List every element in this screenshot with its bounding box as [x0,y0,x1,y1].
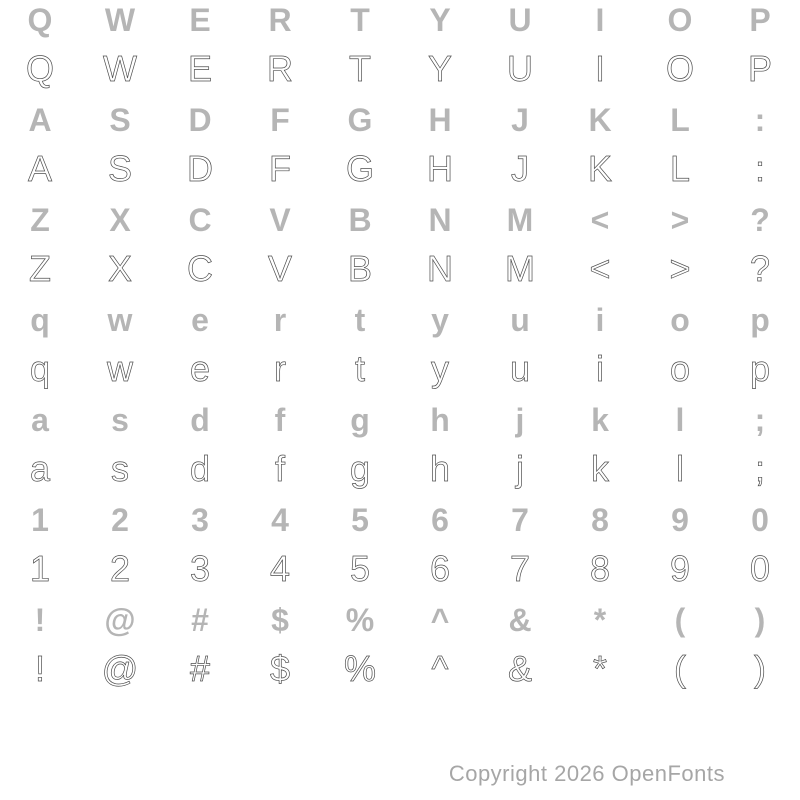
glyph: o [669,348,691,389]
glyph: F [270,102,290,138]
glyph: S [109,102,131,138]
glyph: ( [674,648,686,689]
glyph: t [354,348,365,389]
glyph: R [267,48,293,89]
glyph: d [189,448,211,489]
glyph: K [587,148,612,189]
glyph: E [189,2,211,38]
glyph: H [427,148,453,189]
glyph: S [107,148,132,189]
glyph: Q [25,48,54,89]
glyph: ^ [430,602,450,638]
glyph: 4 [271,502,289,538]
glyph: i [595,302,605,338]
row-uppercase-zxcv-reference [0,200,800,250]
glyph: w [107,302,133,338]
glyph: N [427,248,453,289]
glyph: ? [749,248,771,289]
glyph: l [675,402,685,438]
row-digits-reference [0,500,800,550]
glyph: 9 [671,502,689,538]
glyph: P [747,48,772,89]
glyph: f [274,402,286,438]
glyph: 9 [669,548,691,589]
glyph: u [509,348,531,389]
glyph: C [187,248,213,289]
glyph: L [669,148,691,189]
glyph: g [350,402,370,438]
glyph: W [103,48,137,89]
glyph: d [190,402,210,438]
glyph: 6 [429,548,451,589]
row-uppercase-asdf-reference [0,100,800,150]
row-lowercase-qwerty-preview [0,350,800,400]
row-symbols-reference [0,600,800,650]
row-uppercase-qwerty-reference [0,0,800,50]
glyph: O [665,48,694,89]
glyph: o [670,302,690,338]
glyph: D [188,102,212,138]
glyph: U [508,2,532,38]
glyph: ) [754,648,766,689]
glyph: 1 [29,548,51,589]
glyph: * [593,602,607,638]
glyph: < [589,248,611,289]
glyph: s [111,402,129,438]
glyph: M [505,248,535,289]
glyph: J [511,148,529,189]
glyph: 6 [431,502,449,538]
row-symbols-preview [0,650,800,700]
glyph: 2 [109,548,131,589]
row-lowercase-asdf-preview [0,450,800,500]
glyph: 8 [589,548,611,589]
glyph: : [754,148,765,189]
glyph: 3 [191,502,209,538]
copyright-text: Copyright 2026 OpenFonts [448,761,725,786]
glyph: y [431,302,449,338]
row-uppercase-qwerty-preview [0,50,800,100]
glyph: ! [34,648,45,689]
glyph: Y [427,48,452,89]
glyph: 3 [189,548,211,589]
glyph: q [30,302,50,338]
glyph: K [588,102,612,138]
row-digits-preview [0,550,800,600]
glyph: V [267,248,292,289]
glyph: 1 [31,502,49,538]
glyph: e [189,348,211,389]
row-lowercase-qwerty-reference [0,300,800,350]
glyph: a [31,402,49,438]
glyph: # [189,648,211,689]
glyph: l [676,448,684,489]
row-uppercase-asdf-preview [0,150,800,200]
glyph: & [507,648,532,689]
glyph: g [349,448,371,489]
glyph: V [269,202,291,238]
glyph: Y [429,2,451,38]
row-uppercase-zxcv-preview [0,250,800,300]
glyph: $ [271,602,289,638]
glyph: k [591,402,609,438]
glyph: h [429,448,451,489]
glyph: # [191,602,209,638]
glyph: G [345,148,374,189]
glyph: * [592,648,607,689]
glyph: W [104,2,136,38]
glyph: 4 [269,548,291,589]
glyph: 0 [751,502,769,538]
glyph: $ [269,648,291,689]
glyph: O [667,2,693,38]
glyph: > [669,248,691,289]
glyph: A [27,148,52,189]
glyph: B [347,248,372,289]
glyph: I [594,48,605,89]
glyph: : [754,102,766,138]
glyph: B [348,202,372,238]
glyph: j [515,402,525,438]
glyph: 5 [351,502,369,538]
glyph: N [428,202,452,238]
glyph: ; [754,448,765,489]
glyph: w [107,348,133,389]
glyph: 7 [509,548,531,589]
glyph: C [188,202,212,238]
glyph: Z [30,202,50,238]
glyph: D [187,148,213,189]
glyph: P [749,2,771,38]
glyph: a [29,448,51,489]
glyph: J [511,102,529,138]
glyph: u [510,302,530,338]
glyph: 0 [749,548,771,589]
glyph: r [274,348,286,389]
glyph: X [109,202,131,238]
glyph: h [430,402,450,438]
glyph: 7 [511,502,529,538]
glyph: M [506,202,534,238]
glyph: @ [104,602,136,638]
glyph: A [28,102,52,138]
glyph: j [516,448,524,489]
glyph: > [670,202,690,238]
glyph: s [111,448,129,489]
glyph: q [29,348,51,389]
glyph: F [269,148,291,189]
glyph: ) [754,602,766,638]
glyph: T [349,48,371,89]
glyph: Q [27,2,53,38]
glyph: @ [101,648,139,689]
glyph: 8 [591,502,609,538]
glyph: H [428,102,452,138]
glyph: T [350,2,370,38]
glyph: ^ [431,648,449,689]
glyph: Z [29,248,51,289]
glyph: t [354,302,366,338]
glyph: R [268,2,292,38]
glyph: i [596,348,604,389]
glyph: < [590,202,610,238]
row-lowercase-asdf-reference [0,400,800,450]
glyph: U [507,48,533,89]
glyph: ; [754,402,766,438]
glyph: r [273,302,287,338]
glyph: p [749,348,771,389]
glyph: e [191,302,209,338]
glyph: f [274,448,285,489]
glyph: X [107,248,132,289]
glyph: I [595,2,605,38]
glyph: & [508,602,532,638]
glyph: ? [750,202,770,238]
glyph: ( [674,602,686,638]
glyph: % [345,602,375,638]
glyph: G [347,102,373,138]
glyph: % [343,648,376,689]
glyph: 5 [349,548,371,589]
glyph: E [187,48,212,89]
glyph: k [591,448,609,489]
glyph: ! [34,602,46,638]
glyph: 2 [111,502,129,538]
glyph: p [750,302,770,338]
glyph: y [431,348,449,389]
glyph: L [670,102,690,138]
